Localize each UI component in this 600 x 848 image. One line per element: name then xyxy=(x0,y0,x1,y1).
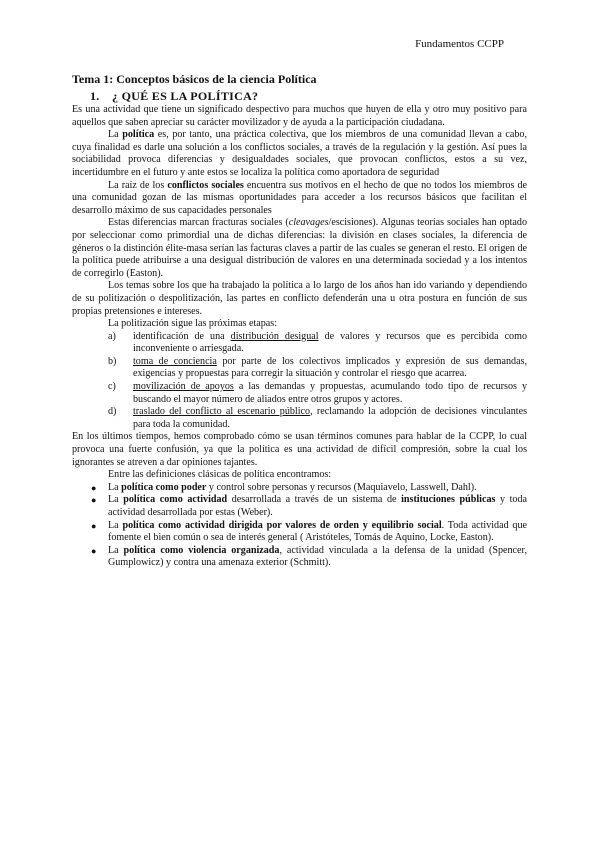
paragraph-fracturas: Estas diferencias marcan fracturas sociales (cleavages/escisiones). Algunas teorías sociales han optado por seleccionar como primordial una de dichas diferencias: la división en clases sociales, la diferencia de géneros o la distinción élite-masa serían las facturas claves a partir de las cuales se generan el resto. El origen de la política puede atribuirse a una desigual distribución de valores en una determinada sociedad y a los intentos de corregirlo (Easton). xyxy=(72,217,527,279)
list-item: ● La política como actividad desarrollada a través de un sistema de instituciones públicas y toda actividad desarrollada por estas (Weber). xyxy=(91,494,527,518)
list-item: ● La política como violencia organizada, actividad vinculada a la defensa de la unidad (Spencer, Gumplowicz) y contra una amenaza exterior (Schmitt). xyxy=(91,544,527,569)
paragraph-intro: Es una actividad que tiene un significado despectivo para muchos que huyen de ella y otro muy positivo para aquellos que saben apreciar su carácter movilizador y de ayuda a la participación ciudadana. xyxy=(72,104,527,128)
bullet-icon: ● xyxy=(91,495,97,506)
section-heading xyxy=(90,89,527,104)
bullet-icon: ● xyxy=(91,520,97,531)
paragraph-etapas-intro: La politización sigue las próximas etapas: xyxy=(108,318,278,330)
definitions-list xyxy=(72,482,527,570)
bullet-icon: ● xyxy=(91,545,97,556)
paragraph-conflictos: La raíz de los conflictos sociales encuentra sus motivos en el hecho de que no todos los miembros de una comunidad gozan de las mismas oportunidades para acceder a los recursos básicos que facilitan el desarrollo máximo de sus capacidades personales xyxy=(72,179,527,216)
term-politica: política xyxy=(122,129,155,141)
paragraph-temas: Los temas sobre los que ha trabajado la política a lo largo de los años han ido variando y dependiendo de su politización o despolitización, las partes en conflicto defenderán una u otra postura en función de sus propias pretensiones e intereses. xyxy=(72,280,527,317)
document-title: Tema 1: Conceptos básicos de la ciencia Política xyxy=(72,72,317,86)
paragraph-politica: La política es, por tanto, una práctica colectiva, que los miembros de una comunidad llevan a cabo, cuya finalidad es darle una solución a los conflictos sociales, a través de la regulación y la gestión. Así pues la sociabilidad provoca diferencias y desigualdades sociales, que provocan conflictos, estos a su vez, incertidumbre en el futuro y ante estos se localiza la política como aportadora de seguridad xyxy=(72,129,528,178)
list-item: c) movilización de apoyos a las demandas y propuestas, acumulando todo tipo de recursos y buscando el mayor número de aliados entre otros grupos y actores. xyxy=(108,381,527,405)
bullet-icon: ● xyxy=(91,482,97,493)
page-header: Fundamentos CCPP xyxy=(415,38,504,50)
paragraph-confusion: En los últimos tiempos, hemos comprobado cómo se usan términos comunes para hablar de la CCPP, lo cual provoca una fuerte confusión, ya que la política es una actividad de difícil compresión, sobre la cual los ignorantes se atreven a dar opiniones tajantes. xyxy=(72,431,527,468)
section-number: 1. xyxy=(90,89,100,103)
list-item: d) traslado del conflicto al escenario público, reclamando la adopción de decisiones vinculantes para toda la comunidad. xyxy=(108,406,527,430)
term-conflictos-sociales: conflictos sociales xyxy=(167,179,244,191)
politicization-steps-list xyxy=(72,331,527,432)
section-title: ¿ QUÉ ES LA POLÍTICA? xyxy=(112,89,259,103)
list-item: ● La política como actividad dirigida por valores de orden y equilibrio social. Toda actividad que fomente el bien común o sea de interés general ( Aristóteles, Tomás de Aquino, Locke, Easton). xyxy=(91,519,527,544)
term-cleavages: cleavages xyxy=(288,217,329,229)
document-body xyxy=(72,72,527,570)
list-item: b) toma de conciencia por parte de los colectivos implicados y expresión de sus demandas, exigencias y propuestas para corregir la situación y controlar el riesgo que acarrea. xyxy=(108,355,527,380)
list-item: a) identificación de una distribución desigual de valores y recursos que es percibida como inconveniente o arriesgada. xyxy=(108,330,528,355)
paragraph-definiciones-intro: Entre las definiciones clásicas de política encontramos: xyxy=(108,469,332,481)
list-item: ● La política como poder y control sobre personas y recursos (Maquiavelo, Lasswell, Dahl). xyxy=(91,481,477,493)
